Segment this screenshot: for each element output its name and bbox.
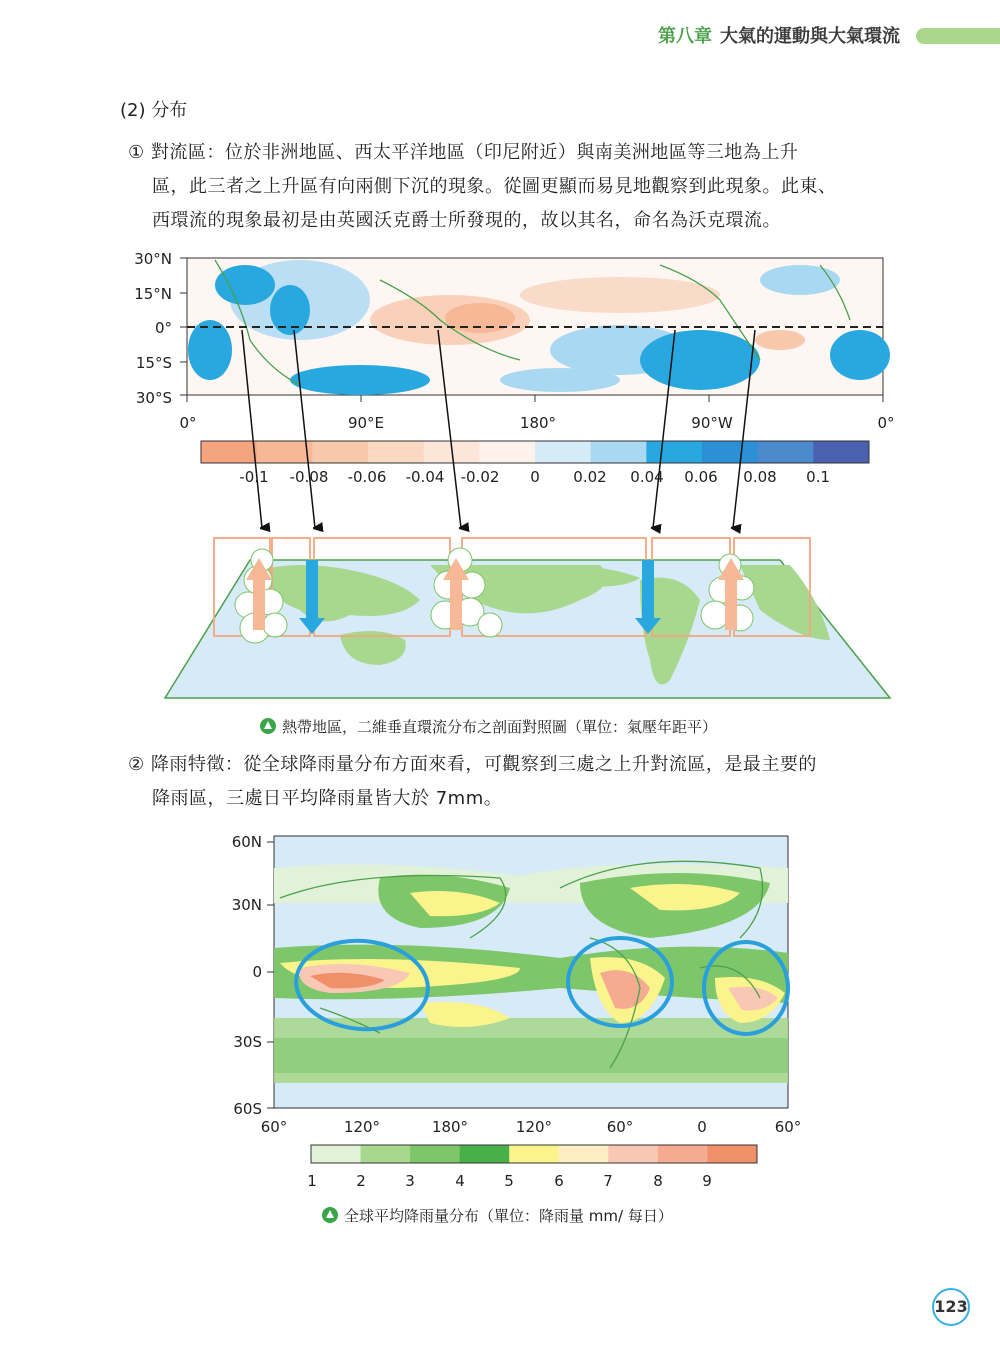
- x-label: 60°: [260, 1118, 288, 1136]
- paragraph-rainfall: [128, 748, 817, 816]
- colorbar-label: 0.06: [684, 468, 718, 486]
- figure2-caption: [322, 1205, 673, 1226]
- chapter-title: 大氣的運動與大氣環流: [720, 26, 900, 47]
- para2-line-1: ② 降雨特徵：從全球降雨量分布方面來看，可觀察到三處之上升對流區，是最主要的: [128, 754, 817, 775]
- colorbar-label: 0: [530, 468, 540, 486]
- colorbar-label: 9: [702, 1172, 712, 1190]
- colorbar-label: 2: [356, 1172, 366, 1190]
- x-label: 180°: [519, 414, 557, 432]
- colorbar-swatch: [361, 1145, 411, 1163]
- colorbar-swatch: [658, 1145, 708, 1163]
- colorbar-swatch: [608, 1145, 658, 1163]
- colorbar-swatch: [646, 441, 702, 463]
- colorbar-swatch: [591, 441, 647, 463]
- x-label: 120°: [515, 1118, 553, 1136]
- anomaly-map: [187, 258, 890, 395]
- y-label: 15°N: [134, 285, 172, 303]
- colorbar-label: -0.02: [460, 468, 500, 486]
- x-label: 60°: [606, 1118, 634, 1136]
- colorbar-label: 0.1: [806, 468, 830, 486]
- colorbar-label: 0.04: [630, 468, 664, 486]
- colorbar-swatch: [707, 1145, 757, 1163]
- colorbar-swatch: [368, 441, 424, 463]
- section-heading: (2) 分布: [120, 100, 188, 121]
- y-label: 30°S: [135, 389, 172, 407]
- running-header: [658, 22, 900, 48]
- figure1-caption-text: 熱帶地區，二維垂直環流分布之剖面對照圖（單位：氣壓年距平）: [282, 718, 718, 736]
- colorbar-label: -0.06: [347, 468, 387, 486]
- x-label: 120°: [343, 1118, 381, 1136]
- colorbar-swatch: [758, 441, 814, 463]
- y-label: 0: [252, 963, 262, 981]
- colorbar-swatch: [460, 1145, 510, 1163]
- y-label: 30S: [233, 1033, 262, 1051]
- colorbar-label: -0.08: [289, 468, 329, 486]
- para1-line-3: 西環流的現象最初是由英國沃克爵士所發現的，故以其名，命名為沃克環流。: [152, 210, 781, 231]
- page-number: 123: [932, 1288, 970, 1326]
- colorbar-swatch: [559, 1145, 609, 1163]
- colorbar-swatch: [311, 1145, 361, 1163]
- walker-circulation-figure: [0, 240, 1000, 710]
- colorbar-label: 8: [653, 1172, 663, 1190]
- colorbar-label: -0.1: [239, 468, 269, 486]
- anomaly-colorbar: [201, 441, 870, 463]
- global-rainfall-figure: [0, 828, 1000, 1198]
- x-label: 90°W: [691, 414, 733, 432]
- figure1-caption: [260, 716, 717, 737]
- colorbar-label: 6: [554, 1172, 564, 1190]
- rainfall-map: [274, 836, 788, 1108]
- x-label: 0°: [179, 414, 197, 432]
- colorbar-label: 3: [405, 1172, 415, 1190]
- y-label: 30°N: [134, 250, 172, 268]
- rainfall-colorbar: [311, 1145, 758, 1163]
- para2-line-2: 降雨區，三處日平均降雨量皆大於 7mm。: [152, 788, 503, 809]
- chapter-label: 第八章: [658, 26, 712, 47]
- colorbar-swatch: [509, 1145, 559, 1163]
- colorbar-swatch: [479, 441, 535, 463]
- x-label: 0°: [877, 414, 895, 432]
- colorbar-label: 0.02: [573, 468, 607, 486]
- colorbar-label: 5: [504, 1172, 514, 1190]
- colorbar-swatch: [312, 441, 368, 463]
- para1-line-2: 區，此三者之上升區有向兩側下沉的現象。從圖更顯而易見地觀察到此現象。此東、: [152, 176, 837, 197]
- y-label: 60N: [231, 833, 262, 851]
- x-label: 180°: [431, 1118, 469, 1136]
- y-label: 15°S: [135, 354, 172, 372]
- x-label: 90°E: [347, 414, 385, 432]
- x-label: 60°: [774, 1118, 802, 1136]
- para1-line-1: ① 對流區：位於非洲地區、西太平洋地區（印尼附近）與南美洲地區等三地為上升: [128, 142, 799, 163]
- figure2-caption-text: 全球平均降雨量分布（單位：降雨量 mm/ 每日）: [344, 1207, 673, 1225]
- colorbar-swatch: [813, 441, 869, 463]
- colorbar-label: -0.04: [405, 468, 445, 486]
- caption-triangle-icon: [260, 718, 276, 734]
- y-label: 60S: [233, 1100, 262, 1118]
- x-label: 0: [697, 1118, 707, 1136]
- colorbar-swatch: [257, 441, 313, 463]
- colorbar-label: 4: [455, 1172, 465, 1190]
- y-label: 30N: [231, 896, 262, 914]
- colorbar-swatch: [535, 441, 591, 463]
- colorbar-swatch: [410, 1145, 460, 1163]
- cross-section-diagram: [165, 538, 890, 698]
- colorbar-swatch: [702, 441, 758, 463]
- colorbar-label: 1: [307, 1172, 317, 1190]
- colorbar-swatch: [201, 441, 257, 463]
- paragraph-convection: [128, 136, 837, 238]
- colorbar-label: 0.08: [743, 468, 777, 486]
- caption-triangle-icon: [322, 1207, 338, 1223]
- colorbar-label: 7: [603, 1172, 613, 1190]
- header-accent-bar: [916, 28, 1000, 44]
- y-label: 0°: [154, 319, 172, 337]
